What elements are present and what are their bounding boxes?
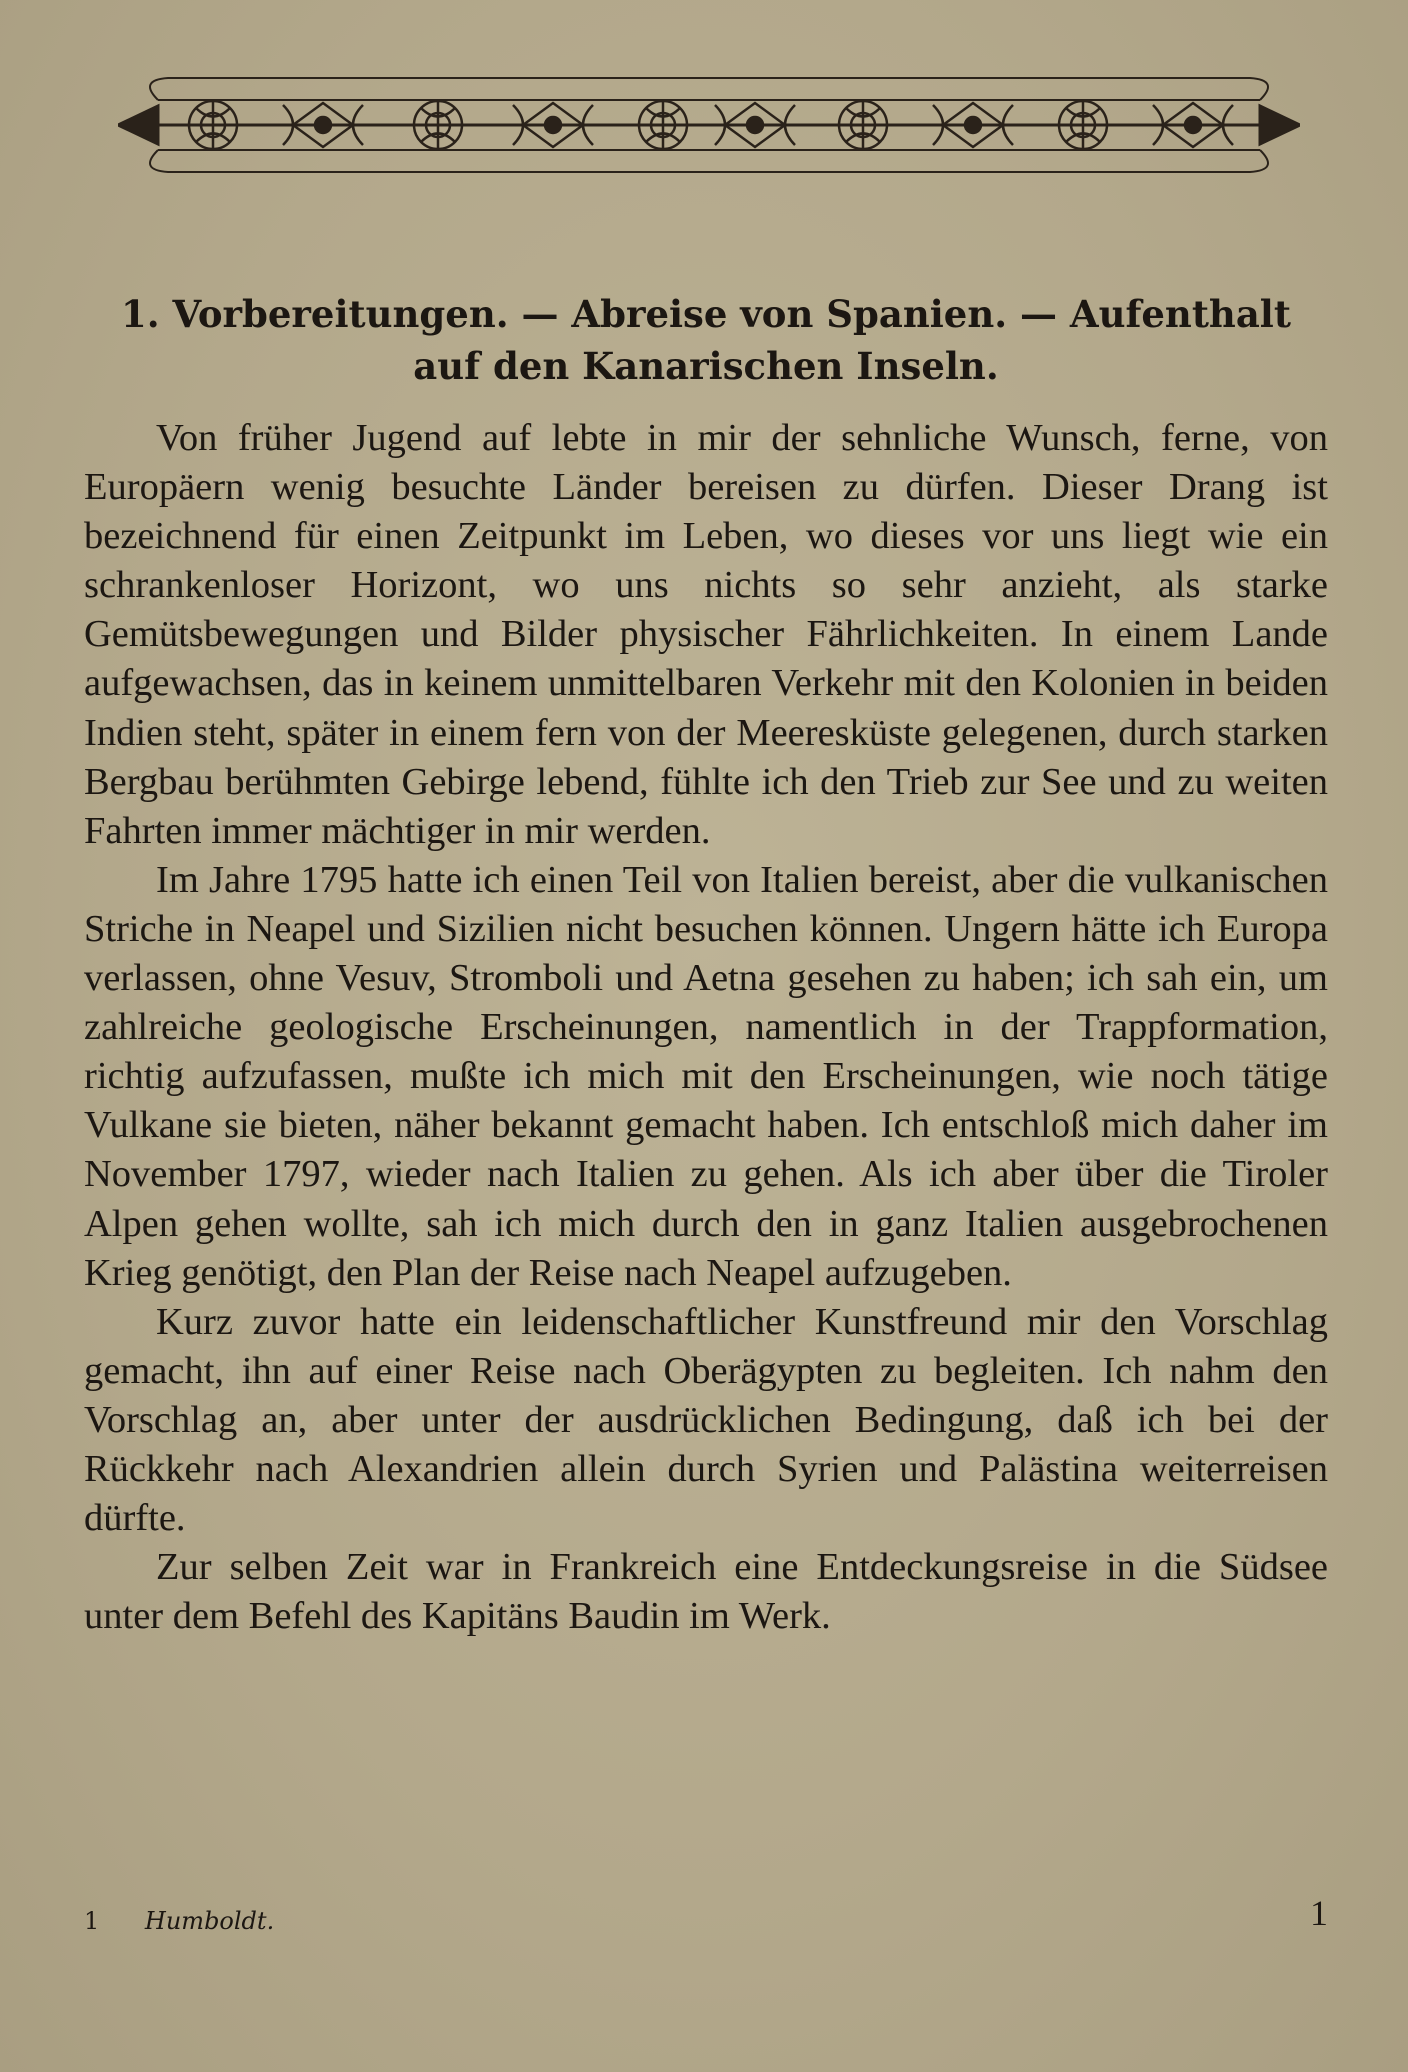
- paragraph-1: Von früher Jugend auf lebte in mir der sehnliche Wunsch, ferne, von Europäern wenig besuchte Länder bereisen zu dürfen. Dieser Drang ist bezeichnend für einen Zeitpunkt im Leben, wo dieses vor uns liegt wie ein schrankenloser Horizont, wo uns nichts so sehr anzieht, als starke Gemütsbewegungen und Bilder physischer Fährlichkeiten. In einem Lande aufgewachsen, das in keinem unmittelbaren Verkehr mit den Kolonien in beiden Indien steht, später in einem fern von der Meeresküste gelegenen, durch starken Bergbau berühmten Gebirge lebend, fühlte ich den Trieb zur See und zu weiten Fahrten immer mächtiger in mir werden.: [84, 417, 1328, 852]
- printer-signature: [84, 1907, 274, 1935]
- paragraph-2: Im Jahre 1795 hatte ich einen Teil von Italien bereist, aber die vulkanischen Striche in Neapel und Sizilien nicht besuchen können. Ungern hätte ich Europa verlassen, ohne Vesuv, Stromboli und Aetna gesehen zu haben; ich sah ein, um zahlreiche geologische Erscheinungen, namentlich in der Trappformation, richtig aufzufassen, mußte ich mich mit den Erscheinungen, wie noch tätige Vulkane sie bieten, näher bekannt gemacht haben. Ich entschloß mich daher im November 1797, wieder nach Italien zu gehen. Als ich aber über die Tiroler Alpen gehen wollte, sah ich mich durch den in ganz Italien ausgebrochenen Krieg genötigt, den Plan der Reise nach Neapel aufzugeben.: [84, 858, 1328, 1294]
- paragraph-4: Zur selben Zeit war in Frankreich eine Entdeckungsreise in die Südsee unter dem Befehl des Kapitäns Baudin im Werk.: [84, 1546, 1328, 1638]
- page-number: 1: [1310, 1893, 1328, 1933]
- chapter-title: 1. Vorbereitungen. — Abreise von Spanien. — Aufenthalt auf den Kanarischen Inseln.: [121, 292, 1291, 388]
- paragraph-3: Kurz zuvor hatte ein leidenschaftlicher Kunstfreund mir den Vorschlag gemacht, ihn auf einer Reise nach Oberägypten zu begleiten. Ich nahm den Vorschlag an, aber unter der ausdrücklichen Bedingung, daß ich bei der Rückkehr nach Alexandrien allein durch Syrien und Palästina weiterreisen dürfte.: [84, 1300, 1328, 1540]
- signature-number: 1: [84, 1907, 100, 1935]
- ornamental-border-icon: [118, 70, 1300, 180]
- signature-name: Humboldt.: [144, 1907, 275, 1935]
- chapter-body: [84, 414, 1328, 1641]
